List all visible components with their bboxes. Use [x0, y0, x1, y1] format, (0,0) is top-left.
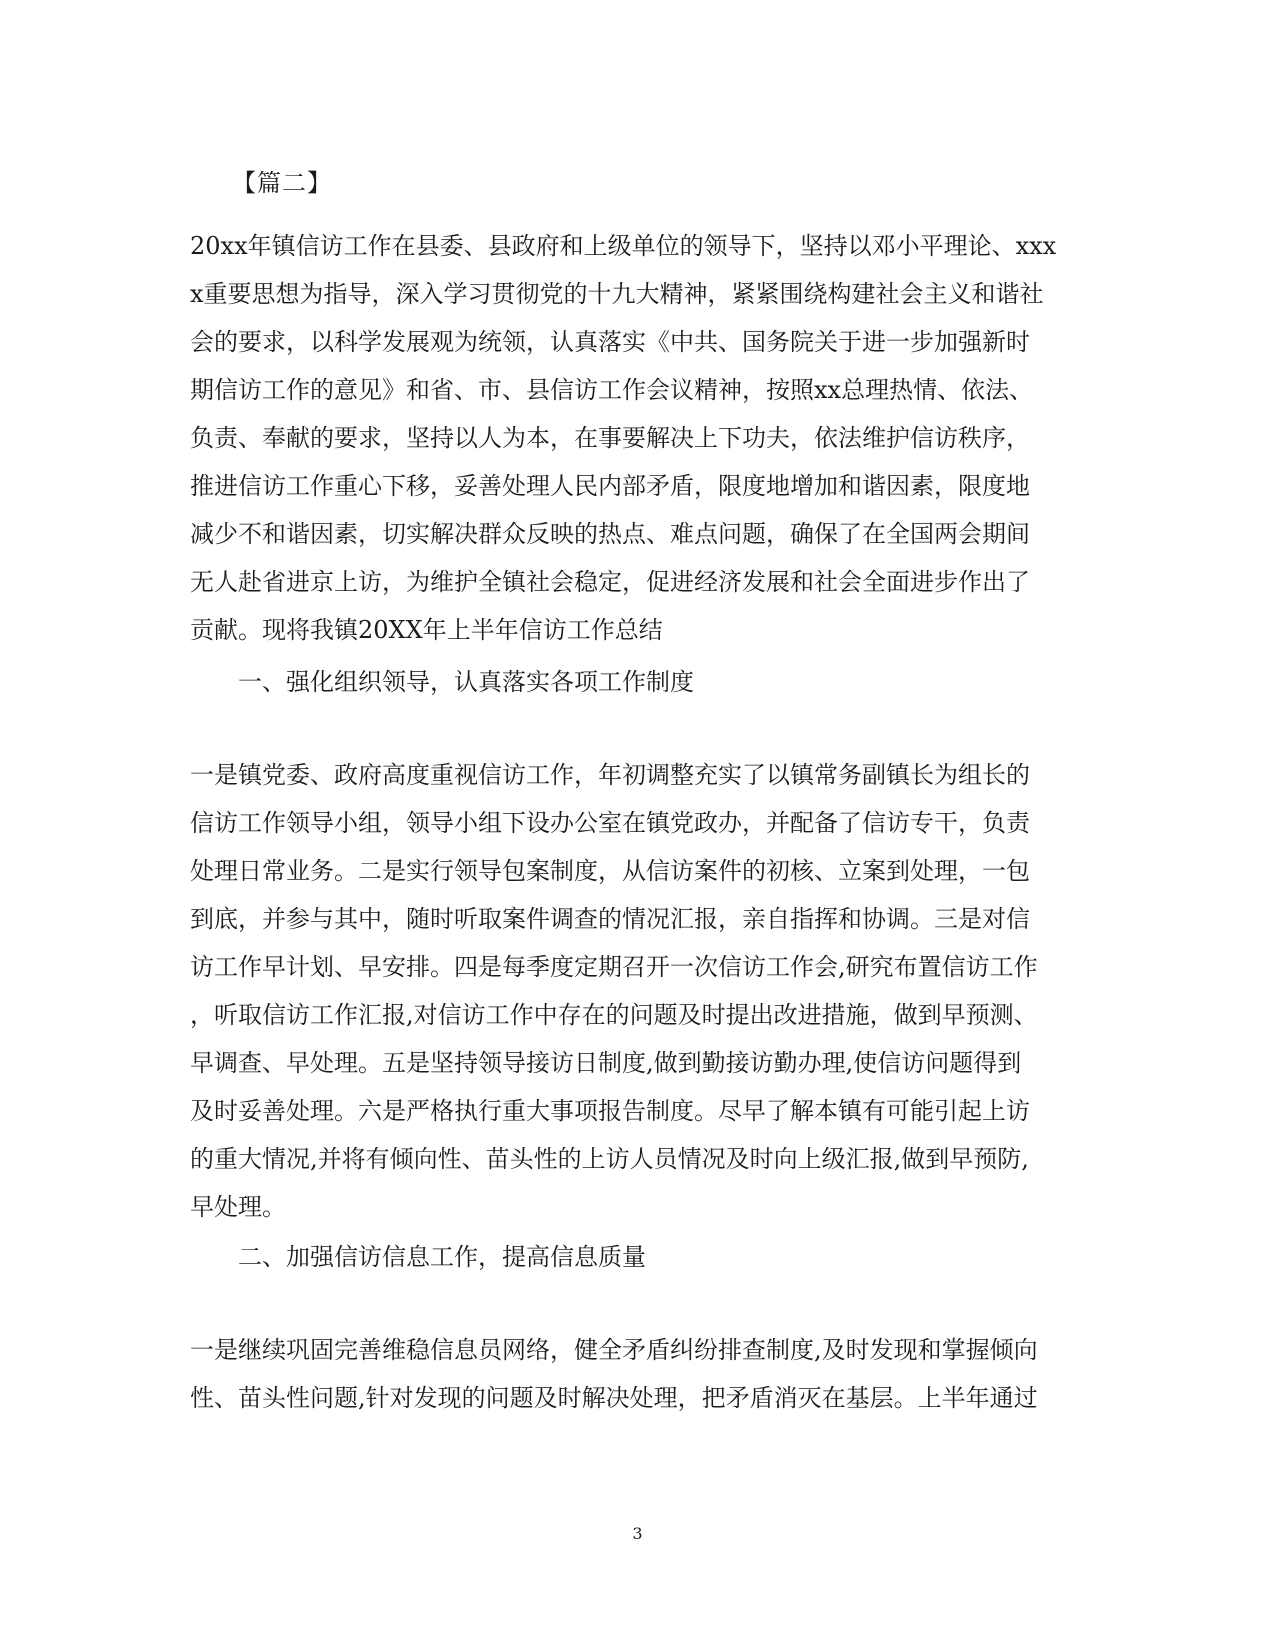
text-line: 访工作早计划、早安排。四是每季度定期召开一次信访工作会,研究布置信访工作	[190, 953, 1038, 981]
text-line: ，听取信访工作汇报,对信访工作中存在的问题及时提出改进措施，做到早预测、	[190, 1001, 1038, 1029]
page-number: 3	[632, 1524, 643, 1543]
text-line: 会的要求，以科学发展观为统领，认真落实《中共、国务院关于进一步加强新时	[190, 328, 1030, 356]
paragraph-information	[190, 1326, 1080, 1422]
text-line: 信访工作领导小组，领导小组下设办公室在镇党政办，并配备了信访专干，负责	[190, 809, 1030, 837]
text-line: 推进信访工作重心下移，妥善处理人民内部矛盾，限度地增加和谐因素，限度地	[190, 472, 1030, 500]
text-line: 一是继续巩固完善维稳信息员网络，健全矛盾纠纷排查制度,及时发现和掌握倾向	[190, 1336, 1038, 1364]
text-line: 期信访工作的意见》和省、市、县信访工作会议精神，按照xx总理热情、依法、	[190, 376, 1034, 404]
text-line: 减少不和谐因素，切实解决群众反映的热点、难点问题，确保了在全国两会期间	[190, 520, 1030, 548]
section-heading-2: 二、加强信访信息工作，提高信息质量	[238, 1243, 646, 1271]
text-line: 性、苗头性问题,针对发现的问题及时解决处理，把矛盾消灭在基层。上半年通过	[190, 1384, 1038, 1412]
text-line: 早调查、早处理。五是坚持领导接访日制度,做到勤接访勤办理,使信访问题得到	[190, 1049, 1022, 1077]
section-tag: 【篇二】	[232, 169, 332, 197]
text-line: 一是镇党委、政府高度重视信访工作，年初调整充实了以镇常务副镇长为组长的	[190, 761, 1030, 789]
text-line: 及时妥善处理。六是严格执行重大事项报告制度。尽早了解本镇有可能引起上访	[190, 1097, 1030, 1125]
text-line: 处理日常业务。二是实行领导包案制度，从信访案件的初核、立案到处理，一包	[190, 857, 1030, 885]
text-line: 到底，并参与其中，随时听取案件调查的情况汇报，亲自指挥和协调。三是对信	[190, 905, 1030, 933]
text-line: 贡献。现将我镇20XX年上半年信访工作总结	[190, 616, 663, 644]
text-line: x重要思想为指导，深入学习贯彻党的十九大精神，紧紧围绕构建社会主义和谐社	[190, 280, 1044, 308]
paragraph-organization	[190, 751, 1080, 1231]
text-line: 20xx年镇信访工作在县委、县政府和上级单位的领导下，坚持以邓小平理论、xxx	[190, 232, 1057, 260]
text-line: 负责、奉献的要求，坚持以人为本，在事要解决上下功夫，依法维护信访秩序，	[190, 424, 1030, 452]
text-line: 无人赴省进京上访，为维护全镇社会稳定，促进经济发展和社会全面进步作出了	[190, 568, 1030, 596]
text-line: 早处理。	[190, 1193, 286, 1221]
section-heading-1: 一、强化组织领导，认真落实各项工作制度	[238, 668, 694, 696]
paragraph-intro	[190, 222, 1080, 654]
text-line: 的重大情况,并将有倾向性、苗头性的上访人员情况及时向上级汇报,做到早预防,	[190, 1145, 1029, 1173]
